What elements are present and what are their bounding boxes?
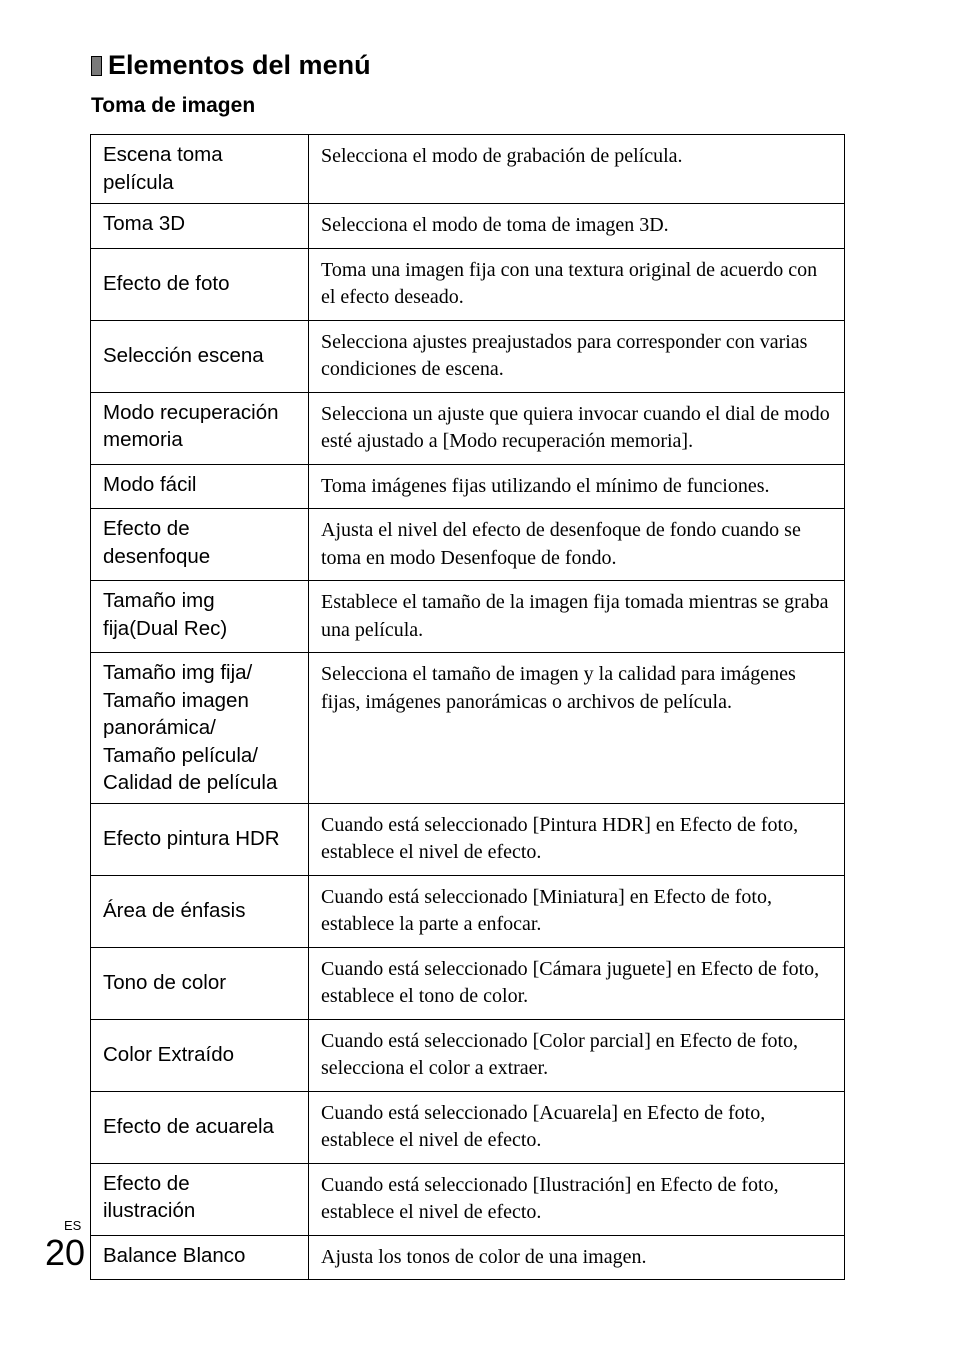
menu-item-name: Efecto de acuarela: [91, 1091, 309, 1163]
table-row: [91, 320, 845, 392]
section-heading-text: Elementos del menú: [108, 50, 371, 80]
menu-item-name: Escena toma película: [91, 135, 309, 204]
table-row: [91, 803, 845, 875]
menu-item-name: Área de énfasis: [91, 875, 309, 947]
language-code: ES: [64, 1218, 82, 1233]
menu-item-description: Cuando está seleccionado [Color parcial] en Efecto de foto, selecciona el color a extraer.: [309, 1019, 845, 1091]
menu-item-name: Efecto pintura HDR: [91, 803, 309, 875]
menu-items-table-body: [91, 135, 845, 1280]
menu-item-description: Cuando está seleccionado [Cámara juguete] en Efecto de foto, establece el tono de color.: [309, 947, 845, 1019]
menu-item-name: Tono de color: [91, 947, 309, 1019]
menu-item-description: Cuando está seleccionado [Ilustración] en Efecto de foto, establece el nivel de efecto.: [309, 1163, 845, 1235]
menu-item-name: Tamaño img fija/ Tamaño imagen panorámica/ Tamaño película/ Calidad de película: [91, 653, 309, 804]
menu-item-description: Ajusta los tonos de color de una imagen.: [309, 1235, 845, 1280]
menu-item-name: Color Extraído: [91, 1019, 309, 1091]
menu-item-name: Modo recuperación memoria: [91, 392, 309, 464]
menu-item-name: Efecto de foto: [91, 248, 309, 320]
menu-item-description: Ajusta el nivel del efecto de desenfoque de fondo cuando se toma en modo Desenfoque de fondo.: [309, 509, 845, 581]
menu-item-description: Cuando está seleccionado [Acuarela] en Efecto de foto, establece el nivel de efecto.: [309, 1091, 845, 1163]
menu-item-name: Selección escena: [91, 320, 309, 392]
menu-item-description: Selecciona ajustes preajustados para corresponder con varias condiciones de escena.: [309, 320, 845, 392]
menu-item-name: Tamaño img fija(Dual Rec): [91, 581, 309, 653]
menu-item-description: Selecciona el tamaño de imagen y la calidad para imágenes fijas, imágenes panorámicas o archivos de película.: [309, 653, 845, 804]
table-row: [91, 464, 845, 509]
table-row: [91, 1235, 845, 1280]
table-row: [91, 1091, 845, 1163]
heading-marker-icon: [91, 56, 102, 76]
table-row: [91, 875, 845, 947]
section-heading: [91, 47, 371, 83]
menu-item-description: Selecciona el modo de grabación de película.: [309, 135, 845, 204]
table-row: [91, 248, 845, 320]
table-row: [91, 653, 845, 804]
table-row: [91, 509, 845, 581]
table-row: [91, 947, 845, 1019]
menu-item-description: Selecciona un ajuste que quiera invocar cuando el dial de modo esté ajustado a [Modo recuperación memoria].: [309, 392, 845, 464]
menu-item-description: Cuando está seleccionado [Miniatura] en Efecto de foto, establece la parte a enfocar.: [309, 875, 845, 947]
menu-item-name: Balance Blanco: [91, 1235, 309, 1280]
menu-items-table: [90, 134, 845, 1280]
menu-item-description: Selecciona el modo de toma de imagen 3D.: [309, 204, 845, 249]
menu-item-name: Toma 3D: [91, 204, 309, 249]
menu-item-name: Efecto de ilustración: [91, 1163, 309, 1235]
table-row: [91, 204, 845, 249]
menu-item-description: Cuando está seleccionado [Pintura HDR] en Efecto de foto, establece el nivel de efecto.: [309, 803, 845, 875]
table-row: [91, 1019, 845, 1091]
menu-item-name: Modo fácil: [91, 464, 309, 509]
subsection-heading: Toma de imagen: [91, 94, 256, 117]
table-row: [91, 135, 845, 204]
table-row: [91, 392, 845, 464]
menu-item-description: Toma imágenes fijas utilizando el mínimo de funciones.: [309, 464, 845, 509]
menu-item-description: Toma una imagen fija con una textura original de acuerdo con el efecto deseado.: [309, 248, 845, 320]
page-number: 20: [45, 1232, 86, 1273]
menu-item-description: Establece el tamaño de la imagen fija tomada mientras se graba una película.: [309, 581, 845, 653]
table-row: [91, 581, 845, 653]
menu-item-name: Efecto de desenfoque: [91, 509, 309, 581]
table-row: [91, 1163, 845, 1235]
